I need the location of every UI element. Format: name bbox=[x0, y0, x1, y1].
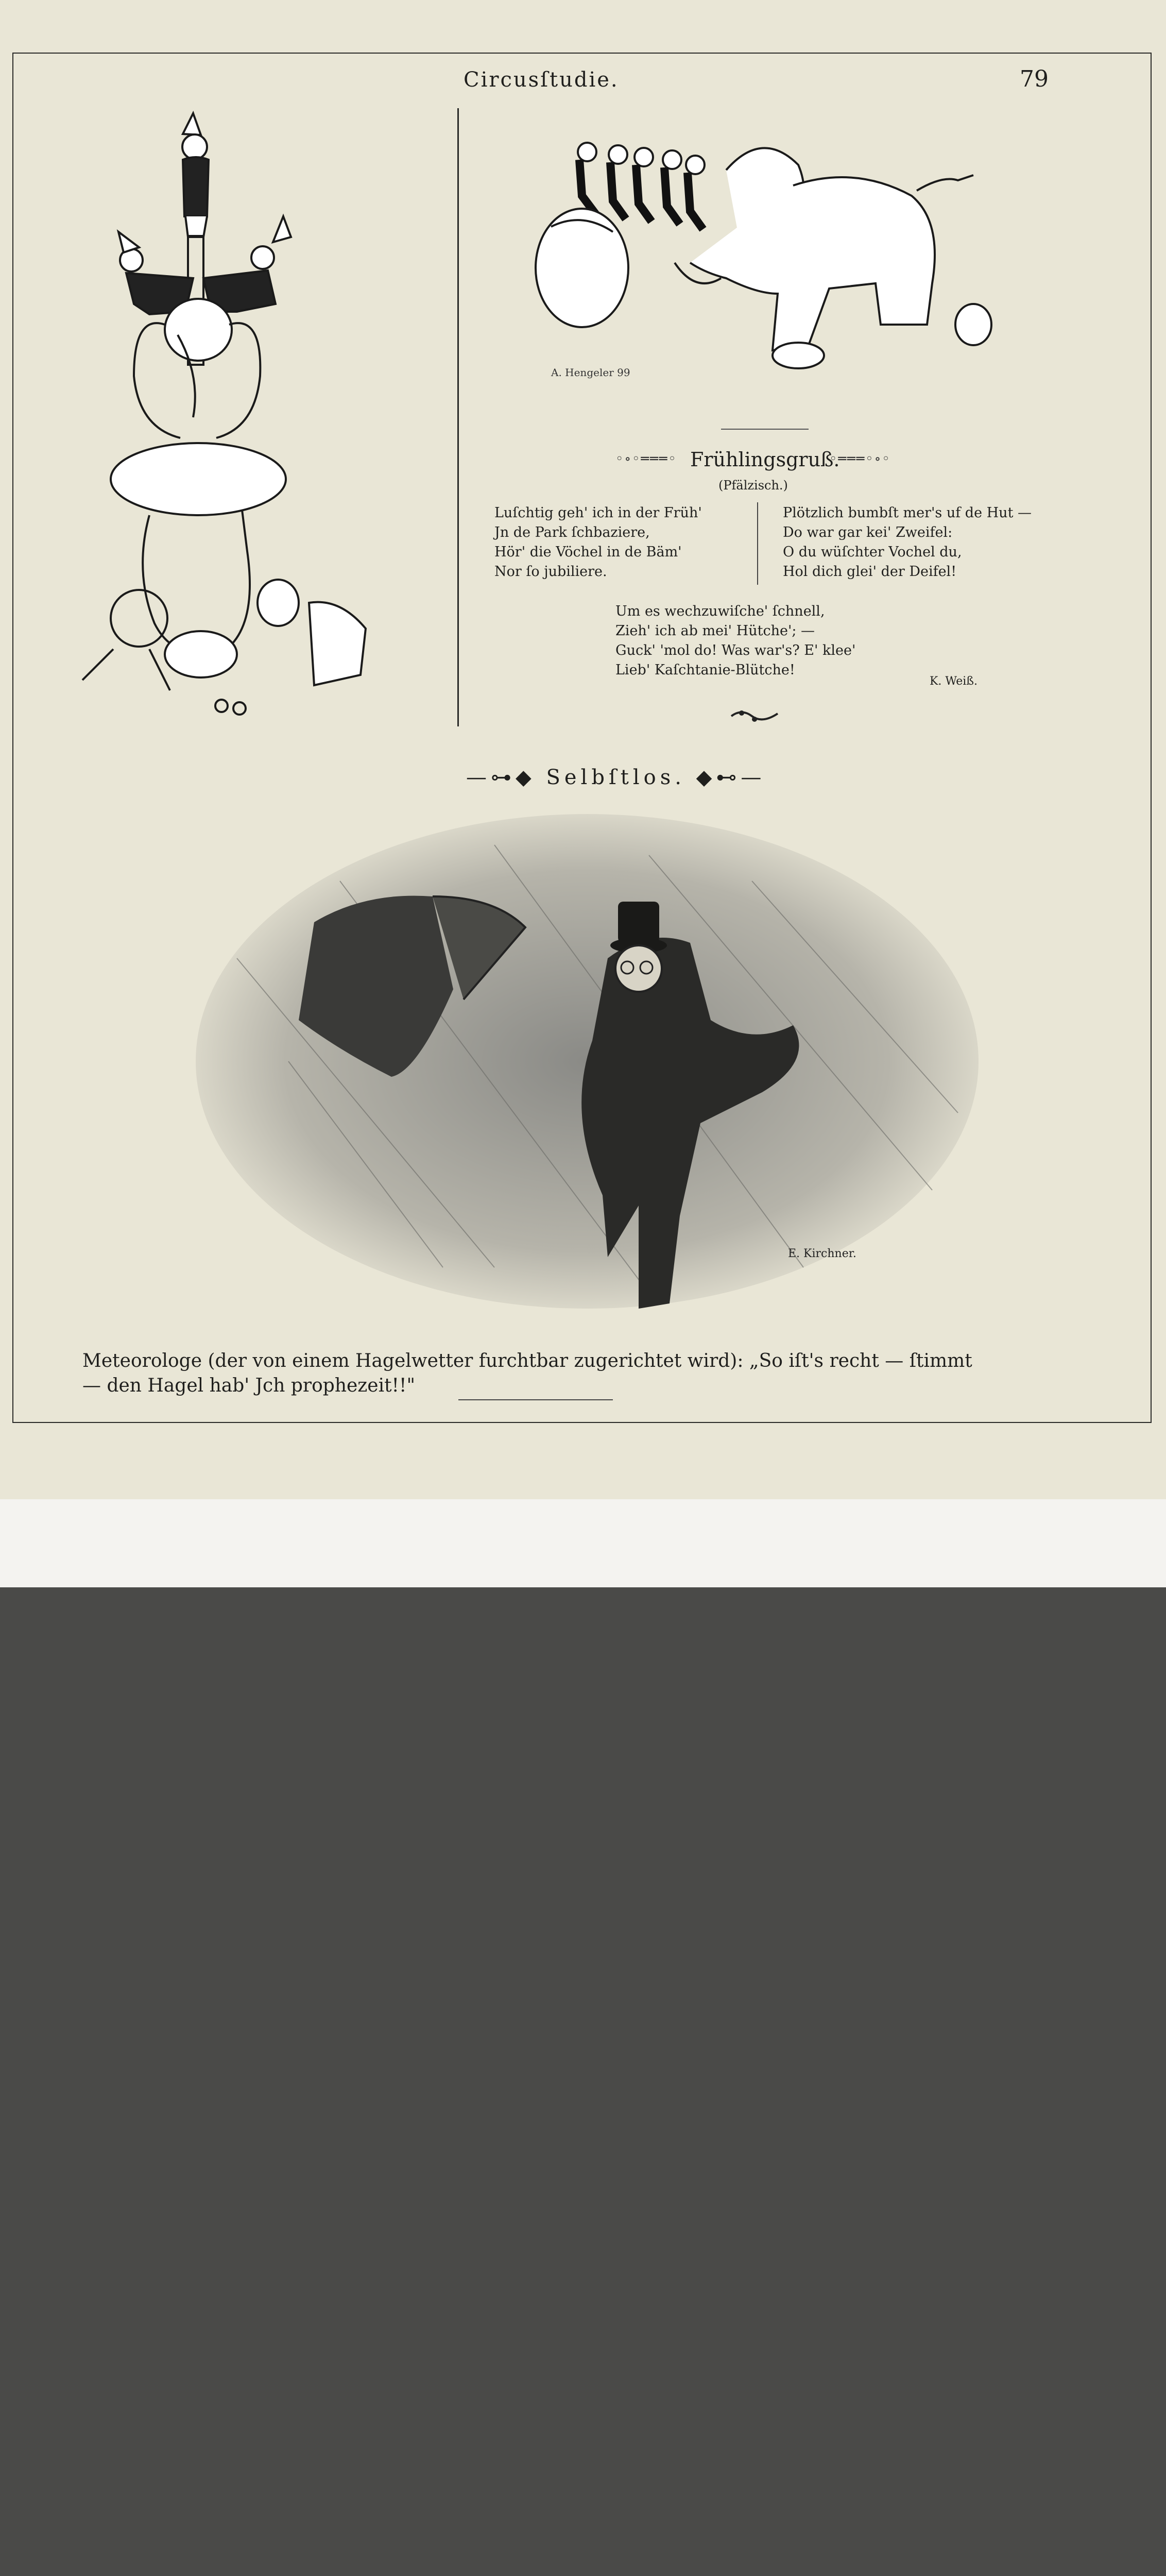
illustrator-signature: E. Kirchner. bbox=[788, 1247, 856, 1260]
section-title: —⊶◆ Selbſtlos. ◆⊷— bbox=[466, 766, 766, 789]
stanza-divider bbox=[757, 502, 758, 585]
poem-author: K. Weiß. bbox=[930, 675, 978, 688]
title-ornament-right: ◦═══◦∘◦ bbox=[829, 451, 891, 467]
stanza-line: Um es wechzuwiſche' ſchnell, bbox=[615, 603, 825, 619]
stanza-right bbox=[783, 503, 1032, 582]
page-number: 79 bbox=[1020, 66, 1049, 92]
storm-man-illustration bbox=[185, 804, 989, 1334]
elephant-basket-illustration bbox=[520, 108, 994, 412]
stanza-line: Zieh' ich ab mei' Hütche'; — bbox=[615, 623, 815, 639]
stanza-line: Guck' 'mol do! Was war's? E' klee' bbox=[615, 642, 856, 658]
viewer-footer bbox=[0, 1499, 1166, 1587]
poem-title: Frühlingsgruß. bbox=[690, 448, 840, 471]
stanza-line: Hör' die Vöchel in de Bäm' bbox=[494, 544, 682, 560]
stanza-bottom bbox=[615, 602, 855, 680]
elephant-clowns-illustration bbox=[72, 108, 412, 732]
stanza-line: Nor ſo jubiliere. bbox=[494, 564, 607, 580]
poem-separator bbox=[721, 429, 809, 430]
stanza-left bbox=[494, 503, 702, 582]
title-ornament-left: ◦∘◦═══◦ bbox=[615, 451, 677, 467]
stanza-line: Lieb' Kaſchtanie-Blütche! bbox=[615, 662, 795, 678]
illustrator-signature: A. Hengeler 99 bbox=[551, 366, 630, 379]
page-title: Circusſtudie. bbox=[464, 68, 619, 92]
caption-rule bbox=[458, 1399, 613, 1400]
poem-subtitle: (Pfälzisch.) bbox=[718, 478, 788, 493]
stanza-line: Jn de Park ſchbaziere, bbox=[494, 524, 650, 540]
stanza-line: O du wüſchter Vochel du, bbox=[783, 544, 962, 560]
column-divider bbox=[457, 108, 459, 726]
stanza-line: Luſchtig geh' ich in der Früh' bbox=[494, 505, 702, 521]
stanza-line: Plötzlich bumbſt mer's uf de Hut — bbox=[783, 505, 1032, 521]
stanza-line: Do war gar kei' Zweifel: bbox=[783, 524, 953, 540]
caption: Meteorologe (der von einem Hagelwetter furchtbar zugerichtet wird): „So iſt's recht — ſtimmt — den Hagel hab' Jch prophezeit!!" bbox=[82, 1350, 972, 1396]
stanza-line: Hol dich glei' der Deifel! bbox=[783, 564, 957, 580]
floral-ornament-icon bbox=[726, 706, 783, 726]
